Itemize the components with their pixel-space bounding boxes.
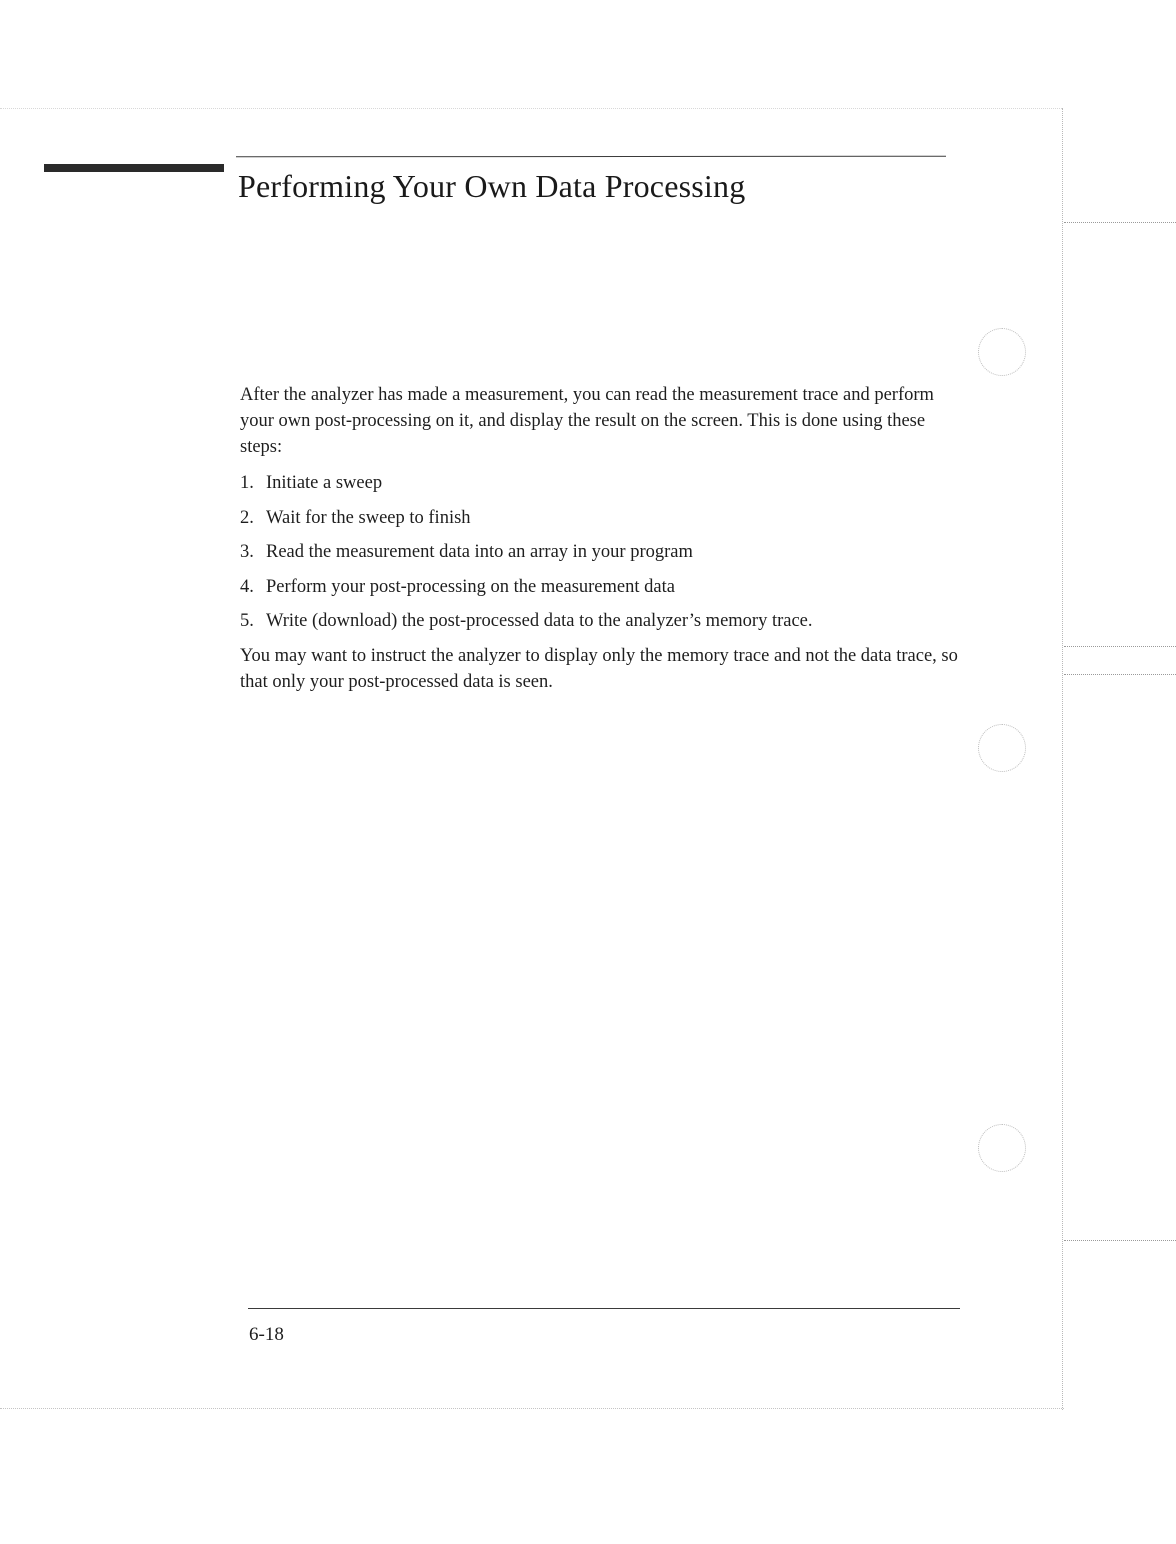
page-number: 6-18 — [249, 1324, 284, 1345]
binder-hole — [978, 724, 1026, 772]
step-number: 4. — [240, 576, 254, 597]
intro-paragraph: After the analyzer has made a measurement, you can read the measurement trace and perform your own post-processing on it, and display the result on the screen. This is done using these steps: — [240, 385, 934, 457]
list-item — [240, 608, 960, 643]
header-rule — [236, 156, 946, 158]
list-item — [240, 470, 960, 505]
index-tab-edge — [1064, 1240, 1176, 1241]
binder-hole — [978, 328, 1026, 376]
page-title: Performing Your Own Data Processing — [238, 168, 746, 204]
binder-hole — [978, 1124, 1026, 1172]
step-text: Read the measurement data into an array in your program — [266, 542, 693, 562]
step-text: Write (download) the post-processed data to the analyzer’s memory trace. — [266, 611, 813, 631]
steps-list — [240, 470, 960, 643]
list-item — [240, 539, 960, 574]
step-text: Wait for the sweep to finish — [266, 507, 471, 528]
footer-rule — [248, 1308, 960, 1309]
body-content — [240, 382, 960, 695]
step-number: 3. — [240, 542, 254, 562]
page-edge-top — [0, 108, 1062, 109]
step-number: 2. — [240, 507, 254, 528]
step-number: 1. — [240, 473, 254, 493]
step-text: Initiate a sweep — [266, 473, 383, 493]
list-item — [240, 505, 960, 540]
page-edge-bottom — [0, 1408, 1064, 1409]
index-tab-edge — [1064, 646, 1176, 647]
list-item — [240, 574, 960, 609]
page-edge-right — [1062, 108, 1063, 1410]
index-tab-edge — [1064, 222, 1176, 223]
closing-paragraph: You may want to instruct the analyzer to display only the memory trace and not the data trace, so that only your post-processed data is seen. — [240, 645, 958, 692]
step-text: Perform your post-processing on the measurement data — [266, 576, 675, 597]
step-number: 5. — [240, 611, 254, 631]
index-tab-edge — [1064, 674, 1176, 675]
section-marker-bar — [44, 164, 224, 172]
